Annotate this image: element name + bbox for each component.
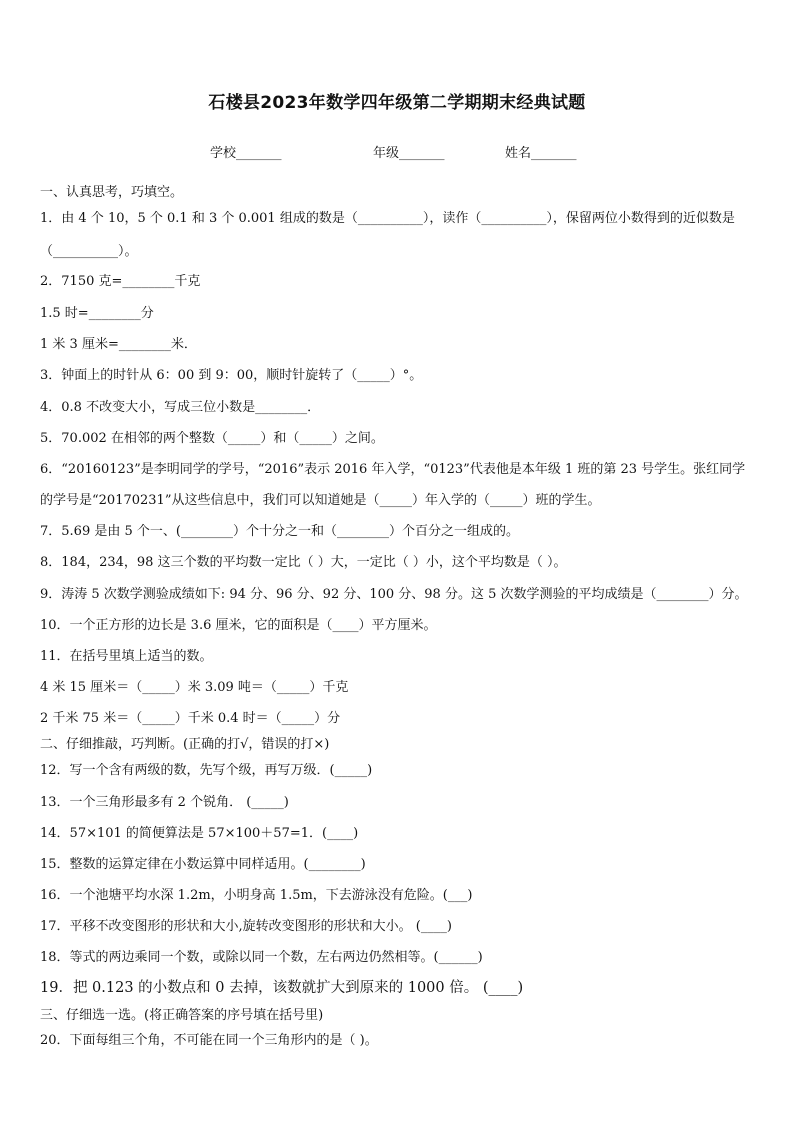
question-11: 11．在括号里填上适当的数。 xyxy=(40,649,213,664)
exam-title: 石楼县2023年数学四年级第二学期期末经典试题 xyxy=(208,93,586,113)
question-8: 8．184，234，98 这三个数的平均数一定比（ ）大，一定比（ ）小，这个平均数是（ ）。 xyxy=(40,555,567,570)
question-12: 12．写一个含有两级的数，先写个级，再写万级．(_____) xyxy=(40,763,373,778)
question-18: 18．等式的两边乘同一个数，或除以同一个数，左右两边仍然相等。(______) xyxy=(40,950,483,965)
grade-field: 年级_______ xyxy=(373,146,445,161)
question-10: 10．一个正方形的边长是 3.6 厘米，它的面积是（____）平方厘米。 xyxy=(40,618,437,633)
question-11-row-1: 4 米 15 厘米＝（_____）米 3.09 吨＝（_____）千克 xyxy=(40,680,349,695)
question-14: 14．57×101 的简便算法是 57×100＋57=1．(____) xyxy=(40,826,359,841)
question-6-line-1: 6．“20160123”是李明同学的学号，“2016”表示 2016 年入学，“0123”代表他是本年级 1 班的第 23 号学生。张红同学 xyxy=(40,462,746,477)
question-2-line-1: 2．7150 克=________千克 xyxy=(40,274,201,289)
question-1-line-1: 1．由 4 个 10，5 个 0.1 和 3 个 0.001 组成的数是（__________），读作（__________），保留两位小数得到的近似数是 xyxy=(40,211,735,226)
question-9: 9．涛涛 5 次数学测验成绩如下: 94 分、96 分、92 分、100 分、98 分。这 5 次数学测验的平均成绩是（________）分。 xyxy=(40,587,748,602)
question-6-line-2: 的学号是“20170231”从这些信息中，我们可以知道她是（_____）年入学的（_____）班的学生。 xyxy=(40,493,601,508)
question-7: 7．5.69 是由 5 个一、(________）个十分之一和（________）个百分之一组成的。 xyxy=(40,524,519,539)
question-15: 15．整数的运算定律在小数运算中同样适用。(________) xyxy=(40,857,366,872)
section-3-heading: 三、仔细选一选。(将正确答案的序号填在括号里) xyxy=(40,1008,324,1023)
question-11-row-2: 2 千米 75 米＝（_____）千米 0.4 时＝（_____）分 xyxy=(40,711,341,726)
question-2-line-3: 1 米 3 厘米=________米． xyxy=(40,337,197,352)
question-13: 13．一个三角形最多有 2 个锐角． (_____) xyxy=(40,795,289,810)
question-1-line-2: （__________）。 xyxy=(40,244,138,259)
question-20: 20．下面每组三个角，不可能在同一个三角形内的是（ )。 xyxy=(40,1033,378,1048)
school-field: 学校_______ xyxy=(210,146,282,161)
question-19: 19．把 0.123 的小数点和 0 去掉，该数就扩大到原来的 1000 倍。 (____) xyxy=(40,980,524,996)
question-17: 17．平移不改变图形的形状和大小,旋转改变图形的形状和大小。 (____) xyxy=(40,919,452,934)
section-1-heading: 一、认真思考，巧填空。 xyxy=(40,185,184,200)
question-5: 5．70.002 在相邻的两个整数（_____）和（_____）之间。 xyxy=(40,431,384,446)
question-16: 16．一个池塘平均水深 1.2m，小明身高 1.5m，下去游泳没有危险。(___) xyxy=(40,888,473,903)
section-2-heading: 二、仔细推敲，巧判断。(正确的打√，错误的打×) xyxy=(40,737,330,752)
question-2-line-2: 1.5 时=________分 xyxy=(40,306,154,321)
question-3: 3．钟面上的时针从 6：00 到 9：00，顺时针旋转了（_____）°。 xyxy=(40,368,423,383)
name-field: 姓名_______ xyxy=(505,146,577,161)
question-4: 4．0.8 不改变大小，写成三位小数是________． xyxy=(40,400,321,415)
